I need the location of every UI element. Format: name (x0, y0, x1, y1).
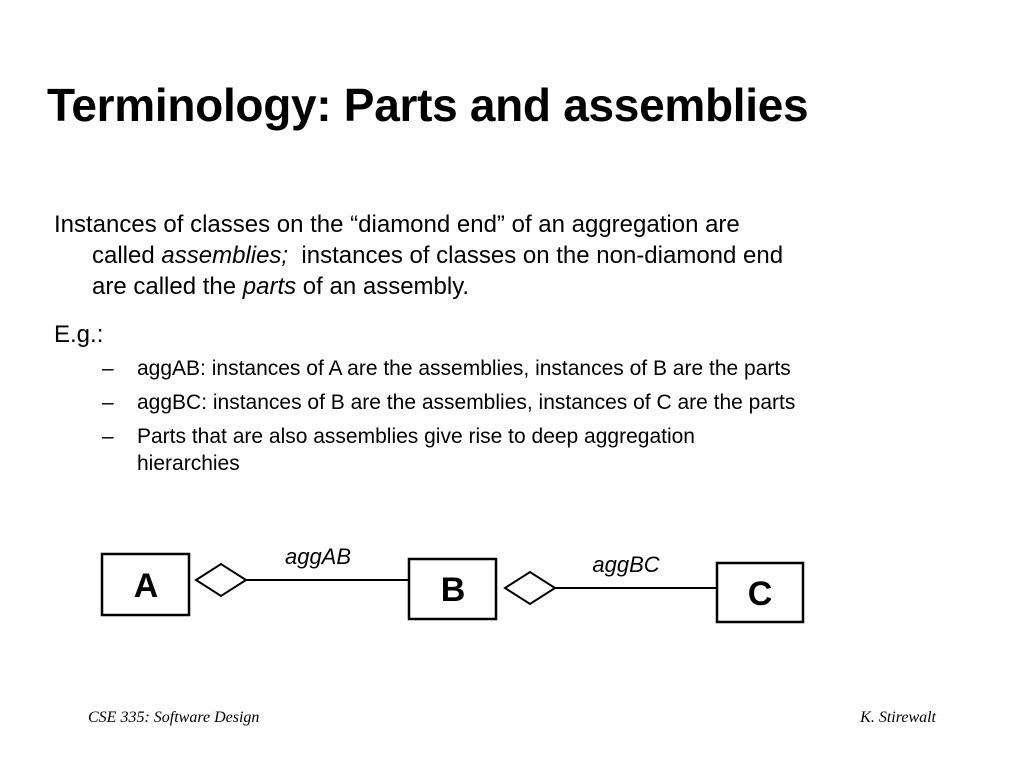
list-item-text: aggAB: instances of A are the assemblies, instances of B are the parts (137, 357, 791, 380)
class-b-label: B (440, 571, 466, 609)
paragraph-line-1: Instances of classes on the “diamond end” of an aggregation are (54, 211, 740, 238)
paragraph-line-2 (54, 240, 934, 271)
footer-author: K. Stirewalt (860, 709, 936, 726)
term-assemblies: assemblies; (161, 242, 289, 269)
paragraph-line-3 (54, 271, 934, 302)
paragraph-line-2-post: instances of classes on the non-diamond end (288, 242, 784, 269)
slide-title: Terminology: Parts and assemblies (47, 79, 809, 131)
assoc-label-ab: aggAB (284, 544, 352, 569)
definition-paragraph (54, 209, 934, 302)
class-a-label: A (133, 567, 159, 605)
list-item (102, 423, 962, 477)
list-item (102, 389, 962, 416)
aggregation-diagram (0, 530, 1024, 640)
list-item-text-continued: hierarchies (137, 452, 240, 475)
term-parts: parts (242, 273, 297, 300)
example-list (102, 355, 962, 484)
aggregation-diamond-bc (505, 572, 555, 604)
class-c-label: C (747, 575, 773, 613)
paragraph-line-3-post: of an assembly. (296, 273, 470, 300)
list-item-text: aggBC: instances of B are the assemblies, instances of C are the parts (137, 391, 796, 414)
list-item-text: Parts that are also assemblies give rise to deep aggregation (137, 425, 695, 448)
assoc-label-bc: aggBC (592, 552, 660, 577)
aggregation-diamond-ab (196, 564, 246, 596)
dash-bullet: – (102, 391, 114, 414)
paragraph-line-3-pre: are called the (92, 273, 243, 300)
paragraph-line-2-pre: called (92, 242, 162, 269)
dash-bullet: – (102, 357, 114, 380)
list-item (102, 355, 962, 382)
dash-bullet: – (102, 425, 114, 448)
eg-label: E.g.: (54, 321, 104, 348)
footer-course: CSE 335: Software Design (88, 709, 260, 726)
